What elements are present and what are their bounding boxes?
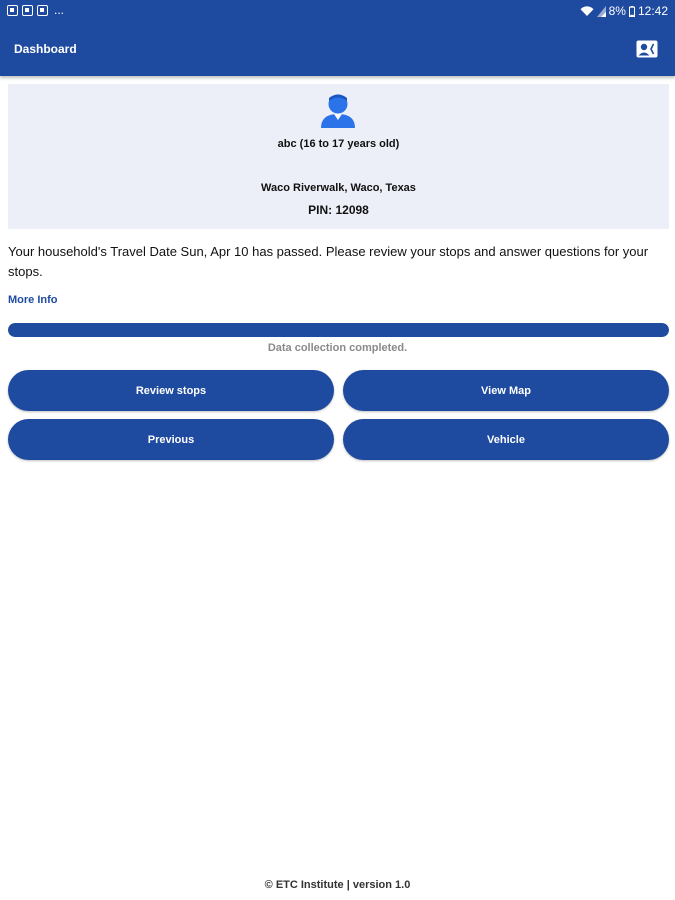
status-notifications: [7, 5, 64, 16]
contacts-icon[interactable]: [636, 40, 658, 58]
profile-address: Waco Riverwalk, Waco, Texas: [261, 182, 416, 194]
footer-version: © ETC Institute | version 1.0: [264, 879, 411, 891]
battery-percent: 8%: [608, 4, 626, 18]
profile-card: [8, 84, 669, 229]
clock: 12:42: [637, 4, 668, 18]
progress-bar-fill: [8, 323, 669, 337]
profile-name: abc (16 to 17 years old): [277, 138, 400, 150]
review-stops-button[interactable]: Review stops: [8, 370, 334, 411]
travel-date-message: Your household's Travel Date Sun, Apr 10 has passed. Please review your stops and answer questions for your stops.: [8, 244, 649, 279]
person-icon: [319, 92, 357, 128]
status-bar: [0, 0, 675, 24]
notification-icon: [7, 5, 18, 16]
status-system: [580, 4, 668, 18]
profile-pin: PIN: 12098: [308, 203, 369, 217]
app-bar: [0, 24, 675, 76]
view-map-button[interactable]: View Map: [343, 370, 669, 411]
notification-icon: [22, 5, 33, 16]
progress-bar: [8, 323, 669, 337]
notification-overflow: ...: [54, 3, 65, 17]
progress-status-text: Data collection completed.: [267, 342, 408, 354]
notification-icon: [37, 5, 48, 16]
battery-icon: [629, 6, 635, 17]
signal-icon: [597, 6, 606, 17]
vehicle-button[interactable]: Vehicle: [343, 419, 669, 460]
previous-button[interactable]: Previous: [8, 419, 334, 460]
more-info-link[interactable]: More Info: [8, 294, 58, 306]
page-title: Dashboard: [14, 42, 77, 56]
wifi-icon: [580, 6, 594, 17]
